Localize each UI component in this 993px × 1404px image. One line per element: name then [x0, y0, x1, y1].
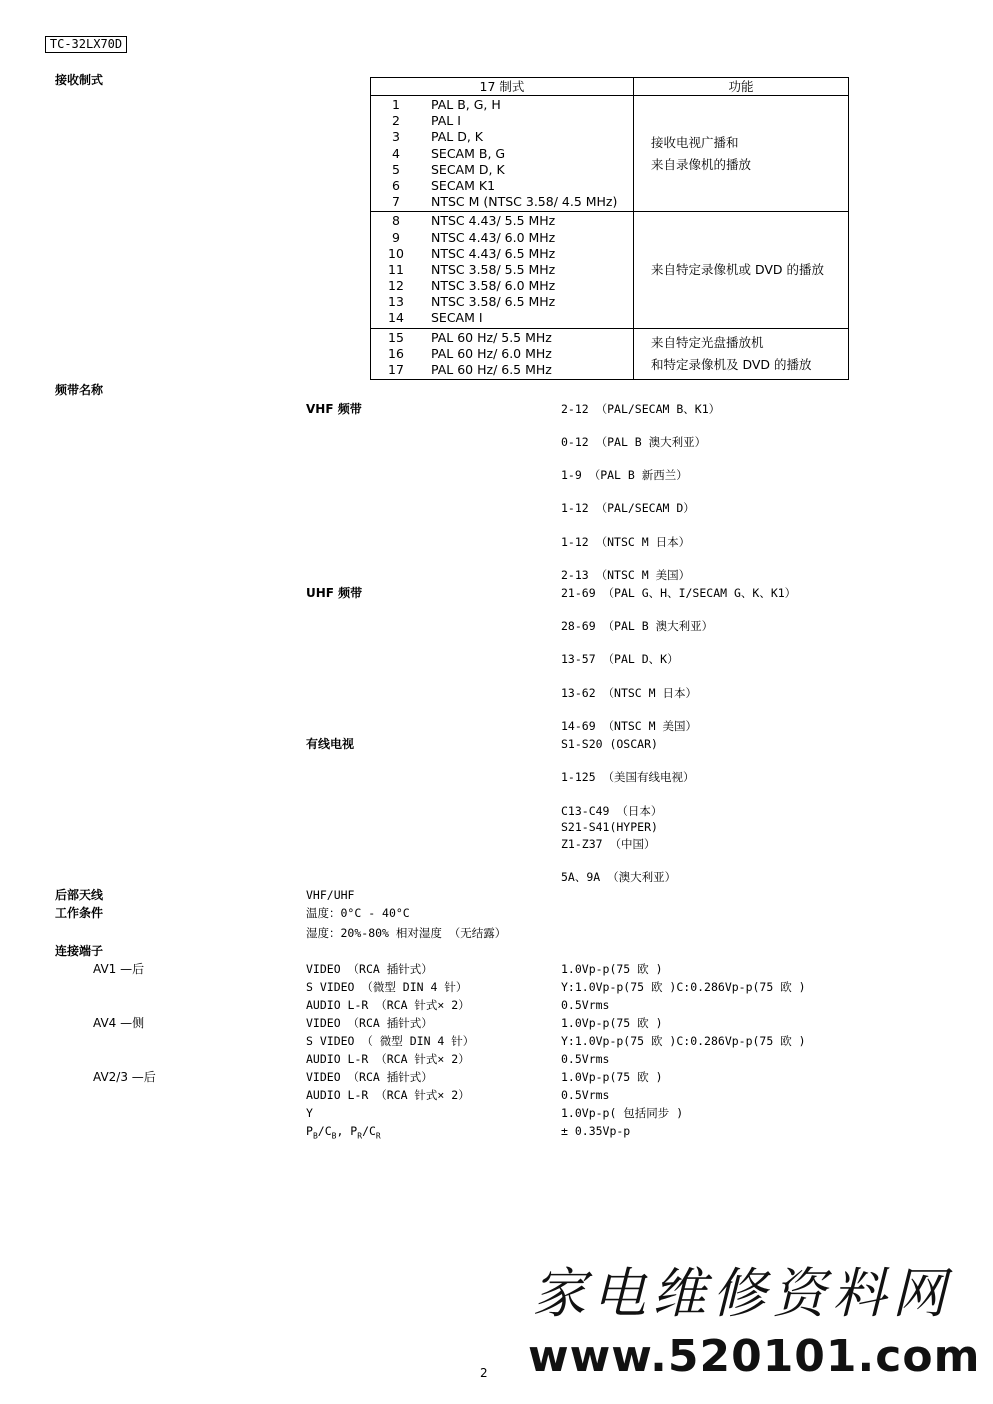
av1-svideo-name: S VIDEO （微型 DIN 4 针） [306, 980, 468, 994]
av23-video-value: 1.0Vp-p(75 欧 ) [561, 1070, 663, 1084]
table-row: 1 PAL B, G, H [392, 97, 501, 112]
table-row: 3 PAL D, K [392, 129, 483, 145]
table-row: 12 NTSC 3.58/ 6.0 MHz [388, 278, 556, 294]
table-group-1 [371, 96, 849, 212]
av1-audio-name: AUDIO L-R （RCA 针式× 2） [306, 998, 470, 1012]
table-row: 8 NTSC 4.43/ 5.5 MHz [392, 213, 556, 229]
av4-audio-name: AUDIO L-R （RCA 针式× 2） [306, 1052, 470, 1066]
av1-video-value: 1.0Vp-p(75 欧 ) [561, 962, 663, 976]
watermark-url: www.520101.com [528, 1331, 981, 1382]
systems-table [370, 77, 849, 380]
table-row: 7 NTSC M (NTSC 3.58/ 4.5 MHz) [392, 194, 618, 210]
av4-svideo-value: Y:1.0Vp-p(75 欧 )C:0.286Vp-p(75 欧 ) [561, 1034, 806, 1048]
list-item: 14-69 （NTSC M 美国） [561, 719, 698, 733]
antenna-label: 后部天线 [55, 888, 104, 902]
col-function-header: 功能 [634, 78, 849, 96]
av23-y-name: Y [306, 1106, 313, 1120]
list-item: S21-S41(HYPER) [561, 820, 658, 834]
table-row: 6 SECAM K1 [392, 177, 496, 193]
list-item: C13-C49 （日本） [561, 804, 663, 818]
av4-label: AV4 —侧 [93, 1016, 145, 1030]
table-row: 11 NTSC 3.58/ 5.5 MHz [388, 261, 556, 277]
av23-y-value: 1.0Vp-p( 包括同步 ) [561, 1106, 684, 1120]
cable-label: 有线电视 [306, 737, 355, 751]
table-row: 2 PAL I [392, 113, 461, 129]
page-number: 2 [480, 1366, 488, 1380]
av23-video-name: VIDEO （RCA 插针式） [306, 1070, 433, 1084]
col-systems-header: 17 制式 [371, 78, 634, 96]
av23-audio-name: AUDIO L-R （RCA 针式× 2） [306, 1088, 470, 1102]
list-item: 1-12 （PAL/SECAM D） [561, 501, 695, 515]
av23-audio-value: 0.5Vrms [561, 1088, 610, 1102]
av4-svideo-name: S VIDEO （ 微型 DIN 4 针） [306, 1034, 475, 1048]
table-row: 15 PAL 60 Hz/ 5.5 MHz [388, 329, 552, 345]
av4-video-value: 1.0Vp-p(75 欧 ) [561, 1016, 663, 1030]
av1-label: AV1 —后 [93, 962, 145, 976]
list-item: 2-13 （NTSC M 美国） [561, 568, 691, 582]
group-2-systems [371, 212, 634, 328]
av1-svideo-value: Y:1.0Vp-p(75 欧 )C:0.286Vp-p(75 欧 ) [561, 980, 806, 994]
table-group-2 [371, 212, 849, 328]
temperature-value: 温度：0°C - 40°C [306, 906, 410, 920]
humidity-value: 湿度：20%-80% 相对湿度 （无结露） [306, 926, 507, 940]
table-row: 9 NTSC 4.43/ 6.0 MHz [392, 229, 556, 245]
av23-label: AV2/3 —后 [93, 1070, 156, 1084]
av1-audio-value: 0.5Vrms [561, 998, 610, 1012]
group-3-function: 来自特定光盘播放机 和特定录像机及 DVD 的播放 [634, 328, 849, 380]
section-reception: 接收制式 [55, 73, 104, 87]
list-item: 13-57 （PAL D、K） [561, 652, 679, 666]
list-item: 28-69 （PAL B 澳大利亚） [561, 619, 714, 633]
watermark-title: 家电维修资料网 [532, 1262, 952, 1325]
list-item: 0-12 （PAL B 澳大利亚） [561, 435, 707, 449]
group-3-systems [371, 328, 634, 380]
av4-video-name: VIDEO （RCA 插针式） [306, 1016, 433, 1030]
table-row: 4 SECAM B, G [392, 145, 506, 161]
table-row: 16 PAL 60 Hz/ 6.0 MHz [388, 345, 552, 361]
av4-audio-value: 0.5Vrms [561, 1052, 610, 1066]
table-row: 5 SECAM D, K [392, 161, 505, 177]
terminals-label: 连接端子 [55, 944, 104, 958]
table-row: 17 PAL 60 Hz/ 6.5 MHz [388, 362, 552, 377]
group-1-systems [371, 96, 634, 212]
table-row: 13 NTSC 3.58/ 6.5 MHz [388, 294, 556, 310]
list-item: Z1-Z37 （中国） [561, 837, 656, 851]
list-item: 13-62 （NTSC M 日本） [561, 686, 698, 700]
vhf-label: VHF 频带 [306, 402, 362, 416]
av23-pbpr-value: ± 0.35Vp-p [561, 1124, 631, 1138]
av1-video-name: VIDEO （RCA 插针式） [306, 962, 433, 976]
antenna-value: VHF/UHF [306, 888, 355, 902]
av23-pbpr-name: $P_B/C_B$, $P_R/C_R$ [306, 1124, 381, 1141]
table-row: 10 NTSC 4.43/ 6.5 MHz [388, 245, 556, 261]
list-item: 1-9 （PAL B 新西兰） [561, 468, 688, 482]
list-item: 2-12 （PAL/SECAM B、K1） [561, 402, 721, 416]
list-item: 1-125 （美国有线电视） [561, 770, 695, 784]
table-group-3 [371, 328, 849, 380]
model-label: TC-32LX70D [45, 36, 127, 53]
group-2-function: 来自特定录像机或 DVD 的播放 [634, 212, 849, 328]
uhf-label: UHF 频带 [306, 586, 363, 600]
section-bands: 频带名称 [55, 383, 104, 397]
list-item: 1-12 （NTSC M 日本） [561, 535, 691, 549]
conditions-label: 工作条件 [55, 906, 104, 920]
list-item: 5A、9A （澳大利亚） [561, 870, 677, 884]
group-1-function: 接收电视广播和 来自录像机的播放 [634, 96, 849, 212]
list-item: 21-69 （PAL G、H、I/SECAM G、K、K1） [561, 586, 797, 600]
table-row: 14 SECAM I [388, 310, 483, 326]
list-item: S1-S20 (OSCAR) [561, 737, 658, 751]
